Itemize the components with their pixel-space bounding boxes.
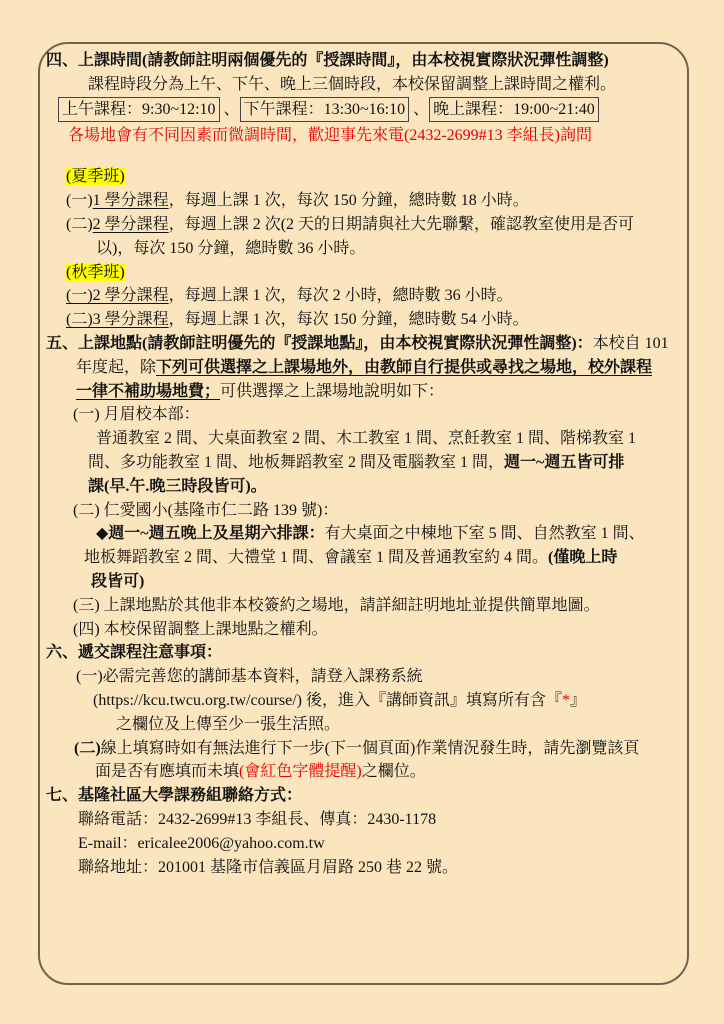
text-run: 線上填寫時如有無法進行下一步(下一個頁面)作業情況發生時，請先瀏覽該頁 [100, 739, 640, 757]
doc-line [73, 618, 724, 642]
doc-line [95, 760, 724, 784]
doc-line [46, 641, 724, 665]
text-run: 普通教室 2 間、大桌面教室 2 間、木工教室 1 間、烹飪教室 1 間、階梯教室 1 [96, 430, 637, 448]
doc-line [88, 475, 724, 499]
text-run: ，每週上課 1 次，每次 2 小時，總時數 36 小時。 [168, 287, 513, 305]
text-run: 七、基隆社區大學課務組聯絡方式： [46, 787, 303, 805]
doc-line [88, 451, 724, 475]
doc-line [88, 73, 724, 97]
text-run: ，每週上課 1 次，每次 150 分鐘，總時數 18 小時。 [168, 192, 529, 210]
doc-line [73, 594, 724, 618]
doc-line [68, 124, 724, 148]
text-run: 之欄位及上傳至少一張生活照。 [116, 715, 341, 733]
text-run: (一)2 學分課程 [66, 287, 169, 305]
text-run: 面是否有應填而未填 [95, 763, 240, 781]
text-run: 聯絡地址：201001 基隆市信義區月眉路 250 巷 22 號。 [78, 858, 459, 876]
text-run: 』 [570, 691, 587, 709]
text-run: 地板舞蹈教室 2 間、大禮堂 1 間、會議室 1 間及普通教室約 4 間。 [84, 549, 549, 567]
text-run: 以)，每次 150 分鐘，總時數 36 小時。 [96, 239, 366, 257]
text-run: ，每週上課 1 次，每次 150 分鐘，總時數 54 小時。 [168, 311, 529, 329]
text-run: (一)必需完善您的講師基本資料，請登入課務系統 [76, 668, 423, 686]
text-run: (https://kcu.twcu.org.tw/course/) 後，進入『講師資訊』填寫所有含『 [93, 691, 563, 709]
text-run: 下列可供選擇之上課場地外，由教師自行提供或尋找之場地，校外課程 [156, 358, 653, 376]
doc-line [78, 832, 724, 856]
text-run: (二)3 學分課程 [66, 311, 169, 329]
text-run: 四、上課時間(請教師註明兩個優先的『授課時間』，由本校視實際狀況彈性調整) [46, 52, 609, 69]
doc-line [46, 784, 724, 808]
doc-line [66, 165, 724, 189]
boxed-time: 晚上課程：19:00~21:40 [429, 97, 599, 122]
red-note: (會紅色字體提醒) [239, 763, 362, 781]
doc-line [96, 237, 724, 261]
boxed-time: 上午課程：9:30~12:10 [58, 97, 220, 122]
doc-line [66, 284, 724, 308]
doc-line [96, 522, 724, 546]
doc-line [96, 427, 724, 451]
text-run: 有大桌面之中棟地下室 5 間、自然教室 1 間、 [324, 525, 645, 543]
text-run: (二) 仁愛國小(基隆市仁二路 139 號)： [73, 501, 339, 519]
doc-line [78, 808, 724, 832]
red-note: 各場地會有不同因素而微調時間，歡迎事先來電(2432-2699#13 李組長)詢問 [68, 126, 592, 144]
text-run: 聯絡電話：2432-2699#13 李組長、傳真：2430-1178 [78, 810, 437, 828]
text-run: (僅晚上時 [548, 549, 618, 567]
doc-line [66, 308, 724, 332]
text-run: 可供選擇之上課場地說明如下： [220, 382, 445, 400]
text-run: (二) [66, 215, 93, 233]
doc-line [74, 737, 724, 761]
text-run: ，每週上課 2 次(2 天的日期請與社大先聯繫，確認教室使用是否可 [168, 215, 635, 233]
text-run: 一律不補助場地費； [76, 382, 221, 400]
text-run: 、 [219, 100, 240, 118]
doc-line [78, 856, 724, 880]
document-body [0, 49, 724, 879]
text-run: 課(早.午.晚三時段皆可)。 [88, 477, 267, 495]
red-note: * [562, 691, 571, 709]
doc-line [58, 97, 724, 122]
highlighted-label: (秋季班) [66, 263, 125, 281]
doc-line [91, 570, 724, 594]
doc-line [73, 403, 724, 427]
text-run: 段皆可) [91, 572, 145, 590]
doc-line [66, 189, 724, 213]
text-run: 年度起，除 [76, 358, 157, 376]
doc-line [46, 332, 724, 356]
text-run: ◆週一~週五晚上及星期六排課： [96, 525, 325, 543]
text-run: (二) [74, 739, 101, 757]
text-run: (四) 本校保留調整上課地點之權利。 [73, 620, 328, 638]
doc-line [66, 261, 724, 285]
boxed-time: 下午課程：13:30~16:10 [240, 97, 410, 122]
text-run: 本校自 101 [592, 334, 669, 352]
text-run: 間、多功能教室 1 間、地板舞蹈教室 2 間及電腦教室 1 間， [88, 453, 505, 471]
doc-line [84, 546, 724, 570]
doc-line [76, 356, 724, 380]
doc-line [76, 665, 724, 689]
doc-line [116, 713, 724, 737]
text-run: (一) 月眉校本部： [73, 406, 200, 424]
text-run: 之欄位。 [361, 763, 426, 781]
doc-line [66, 213, 724, 237]
text-run: 週一~週五皆可排 [504, 453, 625, 471]
doc-line [76, 380, 724, 404]
text-run: E-mail：ericalee2006@yahoo.com.tw [78, 834, 325, 852]
highlighted-label: (夏季班) [66, 168, 125, 186]
text-run: 五、上課地點(請教師註明優先的『授課地點』，由本校視實際狀況彈性調整)： [46, 334, 593, 352]
text-run: 課程時段分為上午、下午、晚上三個時段，本校保留調整上課時間之權利。 [88, 75, 617, 93]
text-run: 六、遞交課程注意事項： [46, 644, 223, 662]
text-run: 2 學分課程 [92, 215, 169, 233]
doc-line [93, 689, 724, 713]
text-run: 1 學分課程 [92, 192, 169, 210]
doc-line [73, 499, 724, 523]
text-run: (一) [66, 192, 93, 210]
text-run: 、 [409, 100, 430, 118]
text-run: (三) 上課地點於其他非本校簽約之場地，請詳細註明地址並提供簡單地圖。 [73, 596, 600, 614]
doc-line [46, 49, 724, 73]
